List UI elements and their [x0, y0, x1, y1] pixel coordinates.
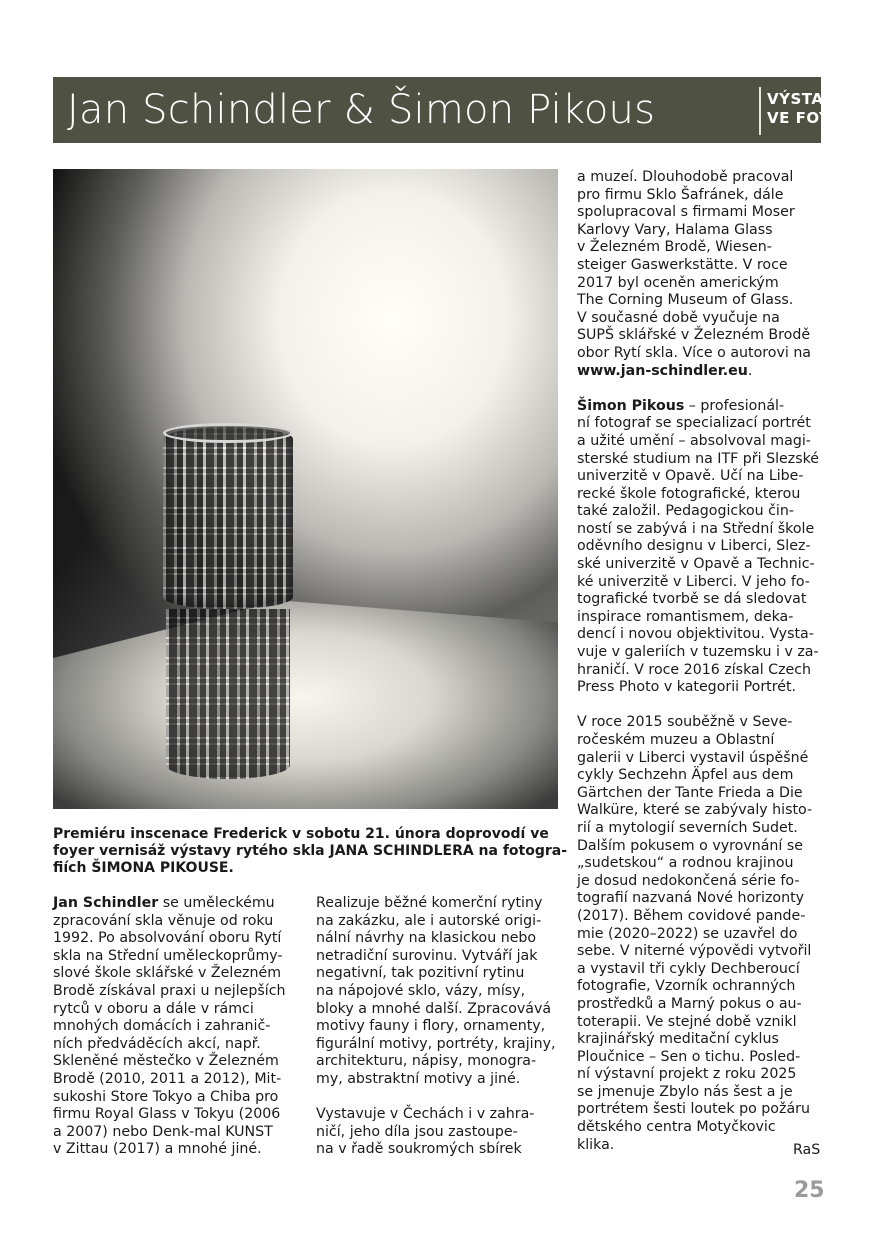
text-line: (2017). Během covidové pande-: [577, 907, 806, 924]
text-line: mie (2020–2022) se uzavřel do: [577, 925, 798, 942]
section-tag: [767, 90, 853, 128]
text-line: se jmenuje Zbylo nás šest a je: [577, 1083, 793, 1100]
text-line: dětského centra Motyčkovic: [577, 1119, 776, 1136]
text-line: hraničí. V roce 2016 získal Czech: [577, 661, 812, 678]
paragraph-gap: [577, 380, 827, 398]
page-number: 25: [794, 1178, 825, 1203]
text-line: ních předváděcích akcí, např.: [53, 1035, 261, 1052]
text-line: V roce 2015 souběžně v Seve-: [577, 714, 793, 731]
section-tag-line1: VÝSTAVA: [767, 90, 846, 108]
text-line: my, abstraktní motivy a jiné.: [316, 1070, 521, 1087]
text-line: cykly Sechzehn Äpfel aus dem: [577, 767, 794, 784]
text-line: Brodě (2010, 2011 a 2012), Mit-: [53, 1070, 282, 1087]
column-1: [53, 895, 298, 1159]
glass-photograph: [53, 169, 558, 809]
text-line: spolupracoval s firmami Moser: [577, 204, 795, 221]
text-line: www.jan-schindler.eu.: [577, 362, 753, 379]
name-simon-pikous: Šimon Pikous: [577, 397, 685, 414]
article-header: [53, 77, 854, 143]
text-line: obor Rytí skla. Více o autorovi na: [577, 344, 812, 361]
text-line: inspirace romantismem, deka-: [577, 608, 794, 625]
column-3: [577, 169, 827, 1154]
engraved-glass: [163, 427, 293, 609]
text-line: ní výstavní projekt z roku 2025: [577, 1066, 797, 1083]
text-line: Skleněné městečko v Železném: [53, 1053, 279, 1070]
text-line: Walküre, které se zabývaly histo-: [577, 802, 813, 819]
text-line: prostředků a Marný pokus o au-: [577, 995, 802, 1012]
text-line: pro firmu Sklo Šafránek, dále: [577, 186, 784, 203]
text-line: 2017 byl oceněn americkým: [577, 274, 779, 291]
text-line: zpracování skla věnuje od roku: [53, 912, 274, 929]
glass-rim: [163, 423, 293, 443]
text-line: nální návrhy na klasickou nebo: [316, 930, 537, 947]
text-line: galerii v Liberci vystavil úspěšné: [577, 749, 809, 766]
author-signature: RaS: [793, 1142, 821, 1158]
text-line: mnohých domácích i zahranič-: [53, 1018, 271, 1035]
text-line: firmu Royal Glass v Tokyu (2006: [53, 1106, 281, 1123]
text-line: a užité umění – absolvoval magi-: [577, 432, 811, 449]
text-line: figurální motivy, portréty, krajiny,: [316, 1035, 556, 1052]
paragraph-gap: [577, 697, 827, 715]
text-line: Dalším pokusem o vyrovnání se: [577, 837, 803, 854]
text-line: rií a mytologií severních Sudet.: [577, 819, 798, 836]
text-line: recké škole fotografické, kterou: [577, 485, 801, 502]
text-line: na zakázku, ale i autorské origi-: [316, 912, 542, 929]
text-line: ničí, jeho díla jsou zastoupe-: [316, 1123, 518, 1140]
text-line: ní fotograf se specializací portrét: [577, 415, 811, 432]
text-line: SUPŠ sklářské v Železném Brodě: [577, 327, 811, 344]
text-line: architekturu, nápisy, monogra-: [316, 1053, 537, 1070]
text-line: Press Photo v kategorii Portrét.: [577, 679, 797, 696]
text-line: je dosud nedokončená série fo-: [577, 872, 800, 889]
text-line: v Železném Brodě, Wiesen-: [577, 239, 772, 256]
text-line: sterské studium na ITF při Slezské: [577, 450, 820, 467]
text-line: tografií nazvaná Nové horizonty: [577, 890, 805, 907]
text-line: a vystavil tři cykly Dechberoucí: [577, 960, 800, 977]
text-line: ročeském muzeu a Oblastní: [577, 732, 775, 748]
text-line: ností se zabývá i na Střední škole: [577, 520, 815, 537]
text-line: také založil. Pedagogickou čin-: [577, 503, 794, 520]
text-line: slové škole sklářské v Železném: [53, 965, 282, 982]
text-line: a muzeí. Dlouhodobě pracoval: [577, 169, 794, 185]
website-link[interactable]: www.jan-schindler.eu: [577, 362, 748, 379]
text-line: sebe. V niterné výpovědi vytvořil: [577, 943, 812, 960]
text-line: na nápojové sklo, vázy, mísy,: [316, 982, 526, 999]
column-2: [316, 895, 561, 1159]
text-line: tografické tvorbě se dá sledovat: [577, 591, 807, 608]
text-line: steiger Gaswerkstätte. V roce: [577, 256, 788, 273]
text-line: Vystavuje v Čechách i v zahra-: [316, 1106, 535, 1123]
text-line: na v řadě soukromých sbírek: [316, 1141, 522, 1158]
text-line: ské univerzitě v Opavě a Technic-: [577, 556, 815, 573]
text-line: sukoshi Store Tokyo a Chiba pro: [53, 1088, 279, 1105]
article-title: Jan Schindler & Šimon Pikous: [67, 87, 656, 133]
text-line: Realizuje běžné komerční rytiny: [316, 895, 543, 911]
header-divider: [759, 87, 761, 135]
text-line: krajinářský meditační cyklus: [577, 1031, 779, 1048]
text-line: Brodě získával praxi u nejlepších: [53, 982, 286, 999]
text-line: ké univerzitě v Liberci. V jeho fo-: [577, 573, 810, 590]
lead-line: fiích ŠIMONA PIKOUSE.: [53, 860, 234, 876]
text-line: netradiční surovinu. Vytváří jak: [316, 947, 538, 964]
text-line: dencí i novou objektivitou. Vysta-: [577, 626, 814, 643]
text-line: Gärtchen der Tante Frieda a Die: [577, 784, 803, 801]
text-line: vuje v galeriích v tuzemsku i v za-: [577, 644, 819, 661]
section-tag-line2: VE FOYER: [767, 109, 854, 127]
lead-paragraph: [53, 826, 568, 877]
text-line: The Corning Museum of Glass.: [577, 292, 794, 309]
paragraph-gap: [316, 1089, 561, 1107]
text-line: 1992. Po absolvování oboru Rytí: [53, 930, 282, 947]
text-line: skla na Střední uměleckoprůmy-: [53, 947, 283, 964]
text-line: motivy fauny i flory, ornamenty,: [316, 1018, 546, 1035]
text-line: rytců v oboru a dále v rámci: [53, 1000, 254, 1017]
text-line: portrétem šesti loutek po požáru: [577, 1101, 810, 1118]
text-line: univerzitě v Opavě. Učí na Libe-: [577, 468, 804, 485]
lead-line: foyer vernisáž výstavy rytého skla JANA SCHINDLERA na fotogra-: [53, 843, 568, 859]
text-line: V současné době vyučuje na: [577, 309, 780, 326]
text-line: klika.: [577, 1136, 615, 1153]
text-line: Karlovy Vary, Halama Glass: [577, 221, 773, 238]
text-line: bloky a mnohé další. Zpracovává: [316, 1000, 552, 1017]
text-line: „sudetskou“ a rodnou krajinou: [577, 855, 794, 872]
text-line: Jan Schindler se uměleckému: [53, 895, 275, 911]
text-line: fotografie, Vzorník ochranných: [577, 978, 796, 995]
text-line: negativní, tak pozitivní rytinu: [316, 965, 525, 982]
text-line: a 2007) nebo Denk-mal KUNST: [53, 1123, 273, 1140]
text-line: Šimon Pikous – profesionál-: [577, 397, 785, 414]
text-line: oděvního designu v Liberci, Slez-: [577, 538, 811, 555]
glass-reflection: [166, 609, 290, 779]
text-line: v Zittau (2017) a mnohé jiné.: [53, 1141, 262, 1158]
lead-line: Premiéru inscenace Frederick v sobotu 21. února doprovodí ve: [53, 826, 549, 842]
text-line: toterapii. Ve stejné době vznikl: [577, 1013, 797, 1030]
name-jan-schindler: Jan Schindler: [53, 895, 159, 911]
text-line: Ploučnice – Sen o tichu. Posled-: [577, 1048, 801, 1065]
